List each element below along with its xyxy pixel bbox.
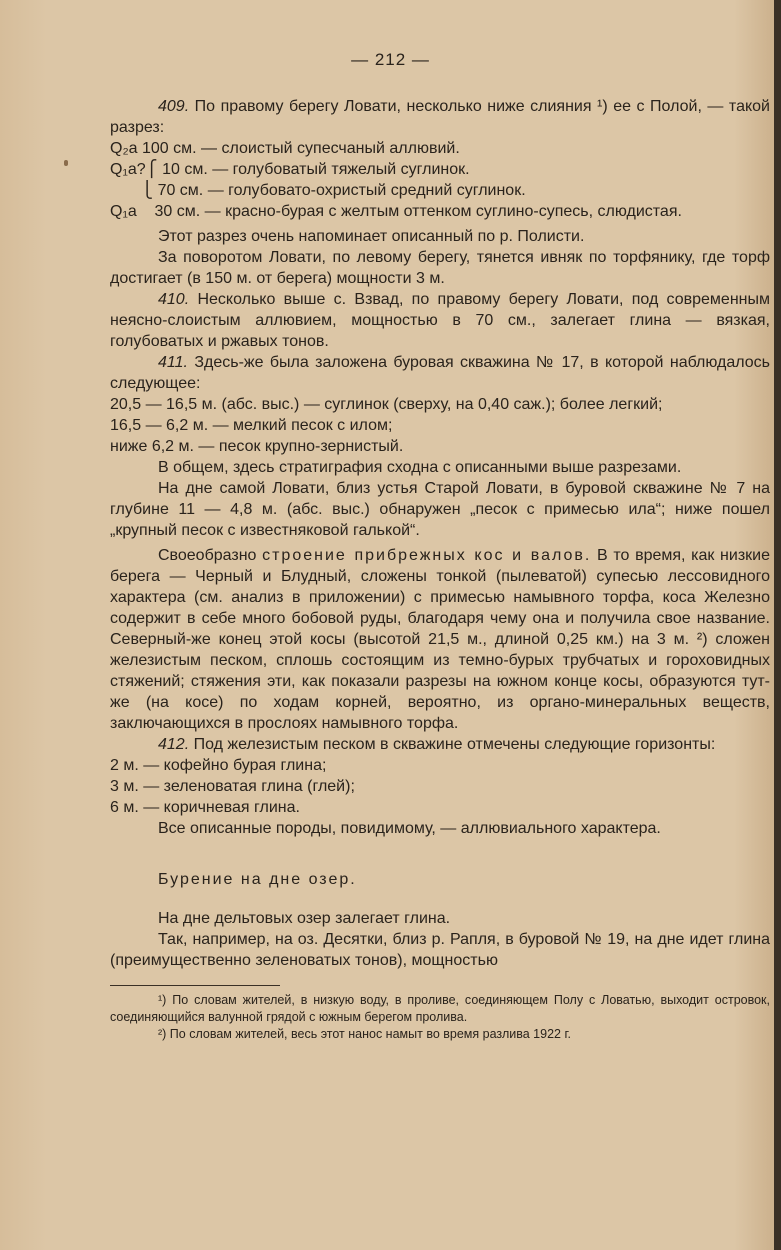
strat-text: красно-бурая с желтым оттенком суглино-супесь, слюдистая. — [225, 203, 682, 220]
page-body — [110, 96, 770, 1043]
paper-speck — [64, 160, 68, 166]
paragraph-svoeobrazno — [110, 545, 770, 734]
paragraph-text: Под железистым песком в скважине отмечены следующие горизонты: — [193, 736, 716, 753]
section-number: 409. — [158, 98, 190, 115]
paragraph-text: Несколько выше с. Взвад, по правому берегу Ловати, под современным неясно-слоистым аллювием, мощностью в 70 см., залегает глина — вязкая, голубоватых и ржавых тонов. — [110, 291, 771, 350]
paragraph-text: По правому берегу Ловати, несколько ниже слияния ¹) ее с Полой, — такой разрез: — [110, 98, 770, 136]
strat2-line: ниже 6,2 м. — песок крупно-зернистый. — [110, 438, 404, 455]
footnote-text: ¹) По словам жителей, в низкую воду, в проливе, соединяющем Полу с Ловатью, выходит островок, соединяющийся валунной грядой с южным берегом пролива. — [110, 993, 770, 1024]
section-number: 410. — [158, 291, 190, 308]
paragraph-dno: На дне самой Ловати, близ устья Старой Ловати, в буровой скважине № 7 на глубине 11 — 4,8 м. (абс. выс.) обнаружен „песок с примесью ила“; ниже пошел „крупный песок с известняковой галькой“. — [110, 480, 770, 539]
strat-row — [110, 201, 770, 222]
strat-label: ⎩ 70 см. — — [110, 182, 224, 199]
strat-text: голубоватый тяжелый суглинок. — [232, 161, 470, 178]
page-edge-shadow — [774, 0, 781, 1250]
strat3-line: 3 м. — зеленоватая глина (глей); — [110, 778, 355, 795]
paragraph-razrez: Этот разрез очень напоминает описанный по р. Полисти. — [158, 228, 585, 245]
footnote — [110, 992, 770, 1026]
spaced-phrase: строение прибрежных кос и валов. — [262, 547, 592, 564]
page-number: — 212 — — [351, 50, 430, 69]
strat-label: Q₁a?⎧ 10 см. — — [110, 161, 229, 178]
strat3-line: 2 м. — кофейно бурая глина; — [110, 757, 327, 774]
paragraph-410 — [110, 289, 770, 352]
paragraph-text: Здесь-же была заложена буровая скважина № 17, в которой наблюдалось следующее: — [110, 354, 771, 392]
strat2-line: 20,5 — 16,5 м. (абс. выс.) — суглинок (сверху, на 0,40 саж.); более легкий; — [110, 396, 663, 413]
strat2-line: 16,5 — 6,2 м. — мелкий песок с илом; — [110, 417, 393, 434]
section-number: 412. — [158, 736, 190, 753]
strat-row — [110, 159, 770, 180]
footnote-rule — [110, 985, 280, 986]
strat-text: голубовато-охристый средний суглинок. — [228, 182, 526, 199]
strat3-line: 6 м. — коричневая глина. — [110, 799, 300, 816]
strat-row — [110, 180, 770, 201]
paragraph-411 — [110, 352, 770, 394]
paragraph-text: В то время, как низкие берега — Черный и Блудный, сложены тонкой (пылеватой) супесью лессовидного характера (см. анализ в приложении) с примесью намывного торфа, коса Железно содержит в себе много бобовой руды, благодаря чему она и получила свое название. Северный-же конец этой косы (высотой 21,5 м., длиной 0,25 км.) на 3 м. ²) сложен железистым песком, сплошь состоящим из темно-бурых трубчатых и гороховидных стяжений; стяжения эти, как показали разрезы на южном конце косы, образуются тут-же (на косе) по ходам корней, вероятно, из органо-минеральных веществ, заключающихся в прослоях намывного торфа. — [110, 547, 771, 732]
footnote — [110, 1026, 770, 1043]
paragraph-obshem: В общем, здесь стратиграфия сходна с описанными выше разрезами. — [158, 459, 682, 476]
paragraph-lake2: Так, например, на оз. Десятки, близ р. Рапля, в буровой № 19, на дне идет глина (преимущественно зеленоватых тонов), мощностью — [110, 931, 770, 969]
lead-word: Своеобразно — [158, 547, 257, 564]
paragraph-lake1: На дне дельтовых озер залегает глина. — [158, 910, 451, 927]
paragraph-vse: Все описанные породы, повидимому, — аллювиального характера. — [158, 820, 661, 837]
section-heading: Бурение на дне озер. — [158, 871, 357, 888]
strat-label: Q₁a 30 см. — — [110, 203, 221, 220]
paragraph-409 — [110, 96, 770, 138]
strat-row — [110, 138, 770, 159]
footnote-text: ²) По словам жителей, весь этот нанос намыт во время разлива 1922 г. — [158, 1027, 571, 1041]
paragraph-povorot: За поворотом Ловати, по левому берегу, тянется ивняк по торфянику, где торф достигает (в 150 м. от берега) мощности 3 м. — [110, 249, 770, 287]
strat-label: Q₂a 100 см. — — [110, 140, 218, 157]
strat-text: слоистый супесчаный аллювий. — [221, 140, 460, 157]
paragraph-412 — [110, 734, 770, 755]
section-number: 411. — [158, 354, 188, 371]
